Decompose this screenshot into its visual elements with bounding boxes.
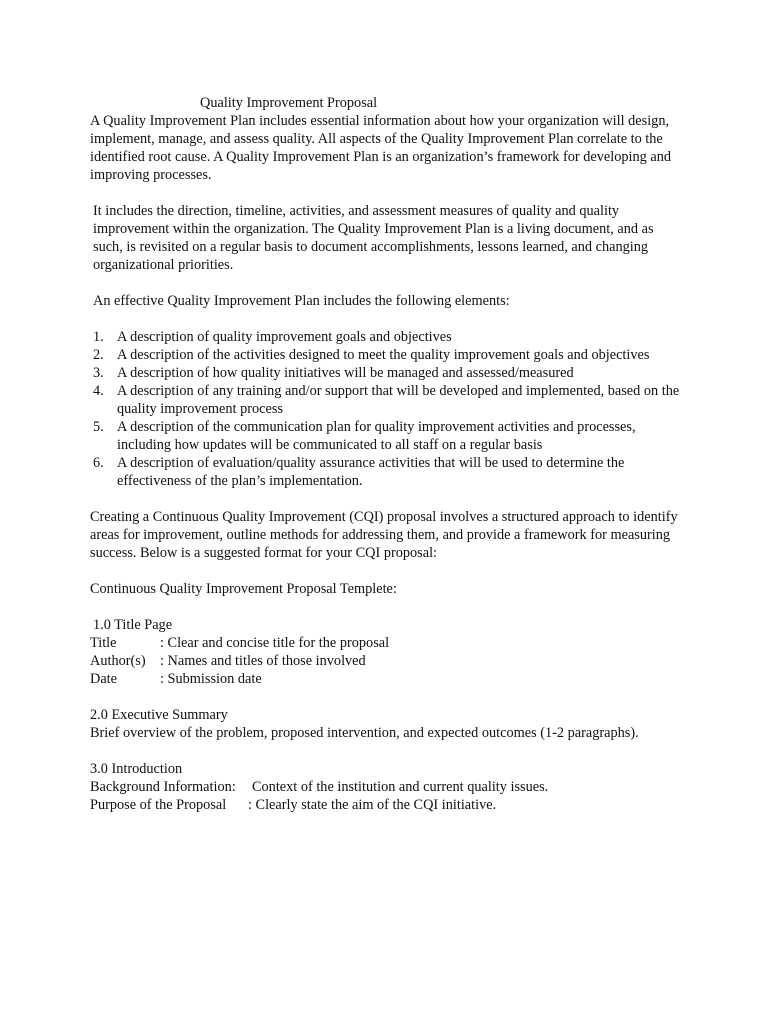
list-item-text: A description of any training and/or support that will be developed and implemented, based on the quality improvement process	[117, 383, 680, 417]
field-value: : Clearly state the aim of the CQI initiative.	[248, 797, 497, 813]
field-label: Author(s)	[90, 653, 146, 669]
field-value: : Names and titles of those involved	[160, 653, 366, 669]
title-page-row-date	[90, 670, 680, 688]
field-label: Background Information:	[90, 779, 236, 795]
introduction-row-purpose	[90, 796, 680, 814]
list-item-number: 4.	[93, 383, 104, 399]
list-item-number: 2.	[93, 347, 104, 363]
document-page	[90, 94, 680, 814]
spacer	[90, 598, 680, 616]
spacer	[90, 184, 680, 202]
field-label: Date	[90, 671, 117, 687]
list-item	[90, 418, 680, 454]
list-item	[90, 346, 680, 364]
list-item-text: A description of how quality initiatives will be managed and assessed/measured	[117, 365, 574, 381]
list-item-text: A description of the activities designed to meet the quality improvement goals and objectives	[117, 347, 650, 363]
introduction-row-background	[90, 778, 680, 796]
list-item	[90, 328, 680, 346]
field-label: Title	[90, 635, 117, 651]
template-heading: Continuous Quality Improvement Proposal Templete:	[90, 581, 397, 597]
cqi-paragraph: Creating a Continuous Quality Improvement (CQI) proposal involves a structured approach to identify areas for improvement, outline methods for addressing them, and provide a framework for measuring success. Below is a suggested format for your CQI proposal:	[90, 509, 678, 561]
description-paragraph: It includes the direction, timeline, activities, and assessment measures of quality and quality improvement within the organization. The Quality Improvement Plan is a living document, and as such, is revisited on a regular basis to document accomplishments, lessons learned, and changing organizational priorities.	[93, 203, 654, 273]
list-item-number: 3.	[93, 365, 104, 381]
elements-intro-paragraph: An effective Quality Improvement Plan includes the following elements:	[93, 293, 510, 309]
title-page-row-title	[90, 634, 680, 652]
list-item	[90, 364, 680, 382]
section-heading-title-page: 1.0 Title Page	[93, 617, 173, 633]
list-item-number: 5.	[93, 419, 104, 435]
spacer	[90, 688, 680, 706]
spacer	[90, 274, 680, 292]
spacer	[90, 310, 680, 328]
list-item-number: 6.	[93, 455, 104, 471]
executive-summary-text: Brief overview of the problem, proposed intervention, and expected outcomes (1-2 paragraphs).	[90, 725, 639, 741]
field-value: Context of the institution and current quality issues.	[252, 779, 549, 795]
intro-paragraph: A Quality Improvement Plan includes essential information about how your organization will design, implement, manage, and assess quality. All aspects of the Quality Improvement Plan correlate to the identified root cause. A Quality Improvement Plan is an organization’s framework for developing and improving processes.	[90, 113, 671, 183]
document-title: Quality Improvement Proposal	[200, 95, 378, 111]
title-page-row-authors	[90, 652, 680, 670]
field-value: : Submission date	[160, 671, 262, 687]
list-item	[90, 382, 680, 418]
list-item	[90, 454, 680, 490]
list-item-text: A description of quality improvement goals and objectives	[117, 329, 452, 345]
section-heading-introduction: 3.0 Introduction	[90, 761, 183, 777]
spacer	[90, 562, 680, 580]
elements-list	[90, 328, 680, 490]
spacer	[90, 490, 680, 508]
spacer	[90, 742, 680, 760]
list-item-text: A description of the communication plan for quality improvement activities and processes, including how updates will be communicated to all staff on a regular basis	[117, 419, 636, 453]
field-value: : Clear and concise title for the proposal	[160, 635, 390, 651]
list-item-text: A description of evaluation/quality assurance activities that will be used to determine the effectiveness of the plan’s implementation.	[117, 455, 625, 489]
list-item-number: 1.	[93, 329, 104, 345]
field-label: Purpose of the Proposal	[90, 797, 227, 813]
section-heading-executive-summary: 2.0 Executive Summary	[90, 707, 228, 723]
